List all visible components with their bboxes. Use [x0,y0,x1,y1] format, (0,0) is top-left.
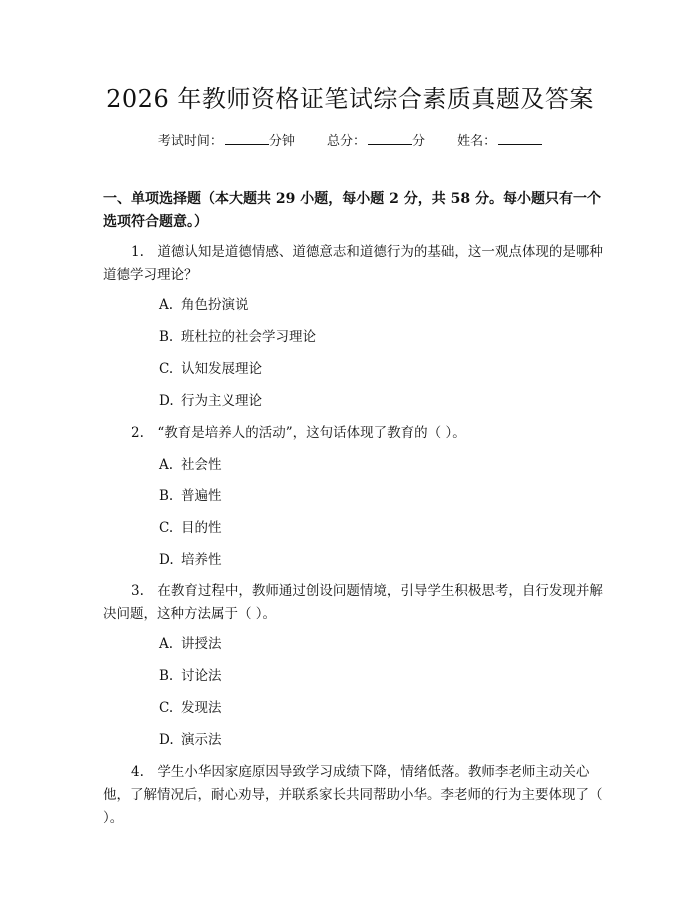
option-text: 认知发展理论 [181,361,262,377]
exam-meta [0,130,700,152]
option-text: 普遍性 [181,488,222,504]
option-text: 培养性 [181,552,222,568]
total-score-blank [368,130,412,145]
total-score-unit: 分 [412,134,426,149]
option-text: 班杜拉的社会学习理论 [181,329,316,345]
option-letter: D. [159,552,174,568]
exam-time-unit: 分钟 [268,134,295,149]
question-1-option-d [159,391,262,411]
question-3-option-b [159,666,222,686]
section-heading: 一、单项选择题（本大题共 29 小题，每小题 2 分，共 58 分。每小题只有一个选项符合题意。） [103,191,601,230]
question-1: 1. 道德认知是道德情感、道德意志和道德行为的基础，这一观点体现的是哪种道德学习理论？ [103,244,603,283]
option-letter: B. [159,668,174,684]
option-text: 角色扮演说 [181,297,249,313]
question-3-option-c [159,698,222,718]
student-name-blank [498,130,542,145]
option-letter: A. [159,457,174,473]
exam-time [158,130,295,152]
option-text: 演示法 [181,732,222,748]
student-name-label: 姓名： [457,134,497,149]
option-letter: B. [159,488,174,504]
option-letter: B. [159,329,174,345]
option-letter: C. [159,520,174,536]
question-2-option-b [159,486,222,506]
total-score [327,130,425,152]
option-text: 社会性 [181,457,222,473]
option-text: 目的性 [181,520,222,536]
option-text: 讨论法 [181,668,222,684]
exam-time-blank [225,130,269,145]
question-3-option-d [159,730,222,750]
page-title: 2026 年教师资格证笔试综合素质真题及答案 [106,85,594,113]
option-letter: D. [159,732,174,748]
question-4: 4. 学生小华因家庭原因导致学习成绩下降，情绪低落。教师李老师主动关心他，了解情况后，耐心劝导，并联系家长共同帮助小华。李老师的行为主要体现了（ ）。 [103,764,603,826]
option-letter: A. [159,636,174,652]
question-1-option-a [159,295,249,315]
question-1-option-b [159,327,316,347]
student-name [457,130,542,152]
option-letter: D. [159,393,174,409]
exam-time-label: 考试时间： [157,134,223,149]
option-text: 讲授法 [181,636,222,652]
option-text: 发现法 [181,700,222,716]
option-letter: C. [159,361,174,377]
question-2-option-d [159,550,222,570]
question-3: 3. 在教育过程中，教师通过创设问题情境，引导学生积极思考，自行发现并解决问题，这种方法属于（ ）。 [103,583,603,622]
question-1-option-c [159,359,262,379]
option-letter: A. [159,297,174,313]
question-2-option-a [159,455,222,475]
option-letter: C. [159,700,174,716]
question-2: 2. “教育是培养人的活动”，这句话体现了教育的（ ）。 [131,425,466,441]
option-text: 行为主义理论 [181,393,262,409]
question-3-option-a [159,634,222,654]
total-score-label: 总分： [326,134,366,149]
question-2-option-c [159,518,222,538]
